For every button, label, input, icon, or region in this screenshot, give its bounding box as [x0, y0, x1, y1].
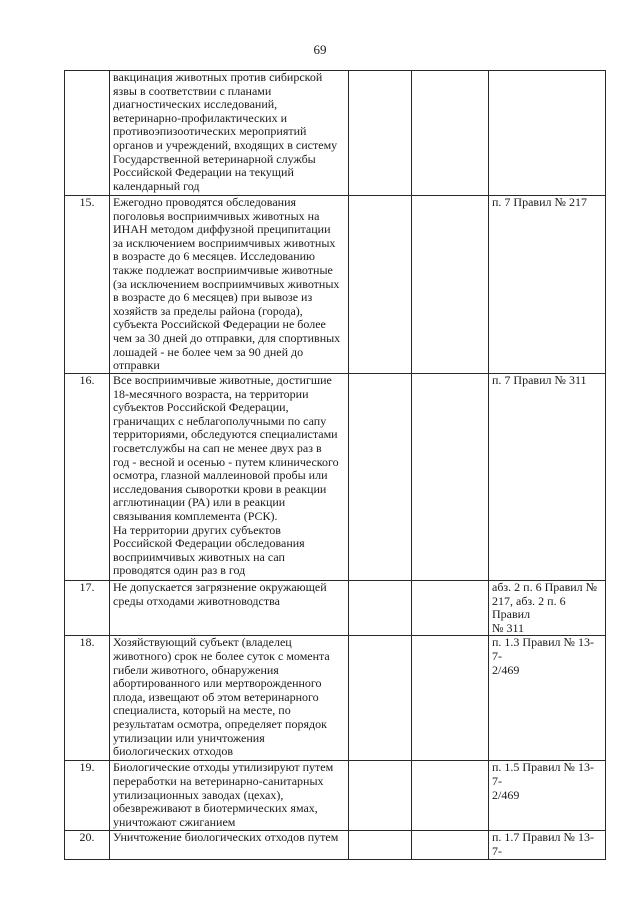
legal-reference: п. 7 Правил № 311: [489, 374, 606, 581]
row-number: 20.: [65, 831, 110, 859]
table-row: [65, 374, 606, 581]
row-number: [65, 71, 110, 196]
table-row: [65, 831, 606, 859]
empty-cell: [349, 831, 412, 859]
legal-reference: абз. 2 п. 6 Правил № 217, абз. 2 п. 6 Правил № 311: [489, 581, 606, 636]
table-row: [65, 71, 606, 196]
page-number: 69: [313, 42, 327, 57]
table-row: [65, 636, 606, 761]
empty-cell: [349, 196, 412, 374]
empty-cell: [349, 71, 412, 196]
requirement-text: Уничтожение биологических отходов путем: [110, 831, 349, 859]
row-number: 17.: [65, 581, 110, 636]
legal-reference: [489, 71, 606, 196]
empty-cell: [412, 581, 489, 636]
requirement-text: Биологические отходы утилизируют путем переработки на ветеринарно-санитарных утилизационных заводах (цехах), обезвреживают в биотермических ямах, уничтожают сжиганием: [110, 761, 349, 831]
requirement-text: Все восприимчивые животные, достигшие 18-месячного возраста, на территории субъектов Российской Федерации, граничащих с неблагополучными по сапу территориями, обследуются специалистами госветслужбы на сап не менее двух раз в год - весной и осенью - путем клинического осмотра, глазной маллеиновой пробы или исследования сыворотки крови в реакции агглютинации (РА) или в реакции связывания комплемента (РСК). На территории других субъектов Российской Федерации обследования восприимчивых животных на сап проводятся один раз в год: [110, 374, 349, 581]
requirement-text: Хозяйствующий субъект (владелец животного) срок не более суток с момента гибели животного, обнаружения абортированного или мертворожденного плода, извещают об этом ветеринарного специалиста, который на месте, по результатам осмотра, определяет порядок утилизации или уничтожения биологических отходов: [110, 636, 349, 761]
requirement-text: Не допускается загрязнение окружающей среды отходами животноводства: [110, 581, 349, 636]
legal-reference: п. 1.5 Правил № 13-7- 2/469: [489, 761, 606, 831]
table-row: [65, 761, 606, 831]
legal-reference: п. 1.3 Правил № 13-7- 2/469: [489, 636, 606, 761]
empty-cell: [412, 636, 489, 761]
empty-cell: [412, 831, 489, 859]
requirement-text: вакцинация животных против сибирской язвы в соответствии с планами диагностических исследований, ветеринарно-профилактических и противоэпизоотических мероприятий органов и учреждений, входящих в систему Государственной ветеринарной службы Российской Федерации на текущий календарный год: [110, 71, 349, 196]
row-number: 15.: [65, 196, 110, 374]
table-row: [65, 196, 606, 374]
legal-reference: п. 7 Правил № 217: [489, 196, 606, 374]
empty-cell: [412, 374, 489, 581]
empty-cell: [412, 71, 489, 196]
empty-cell: [349, 636, 412, 761]
table-row: [65, 581, 606, 636]
empty-cell: [412, 761, 489, 831]
row-number: 18.: [65, 636, 110, 761]
row-number: 16.: [65, 374, 110, 581]
empty-cell: [349, 761, 412, 831]
row-number: 19.: [65, 761, 110, 831]
empty-cell: [349, 374, 412, 581]
empty-cell: [349, 581, 412, 636]
requirement-text: Ежегодно проводятся обследования поголовья восприимчивых животных на ИНАН методом диффузной преципитации за исключением восприимчивых животных в возрасте до 6 месяцев. Исследованию также подлежат восприимчивые животные (за исключением восприимчивых животных в возрасте до 6 месяцев) при вывозе из хозяйств за пределы района (города), субъекта Российской Федерации не более чем за 30 дней до отправки, для спортивных лошадей - не более чем за 90 дней до отправки: [110, 196, 349, 374]
empty-cell: [412, 196, 489, 374]
legal-reference: п. 1.7 Правил № 13-7-: [489, 831, 606, 859]
requirements-table: [64, 70, 606, 860]
